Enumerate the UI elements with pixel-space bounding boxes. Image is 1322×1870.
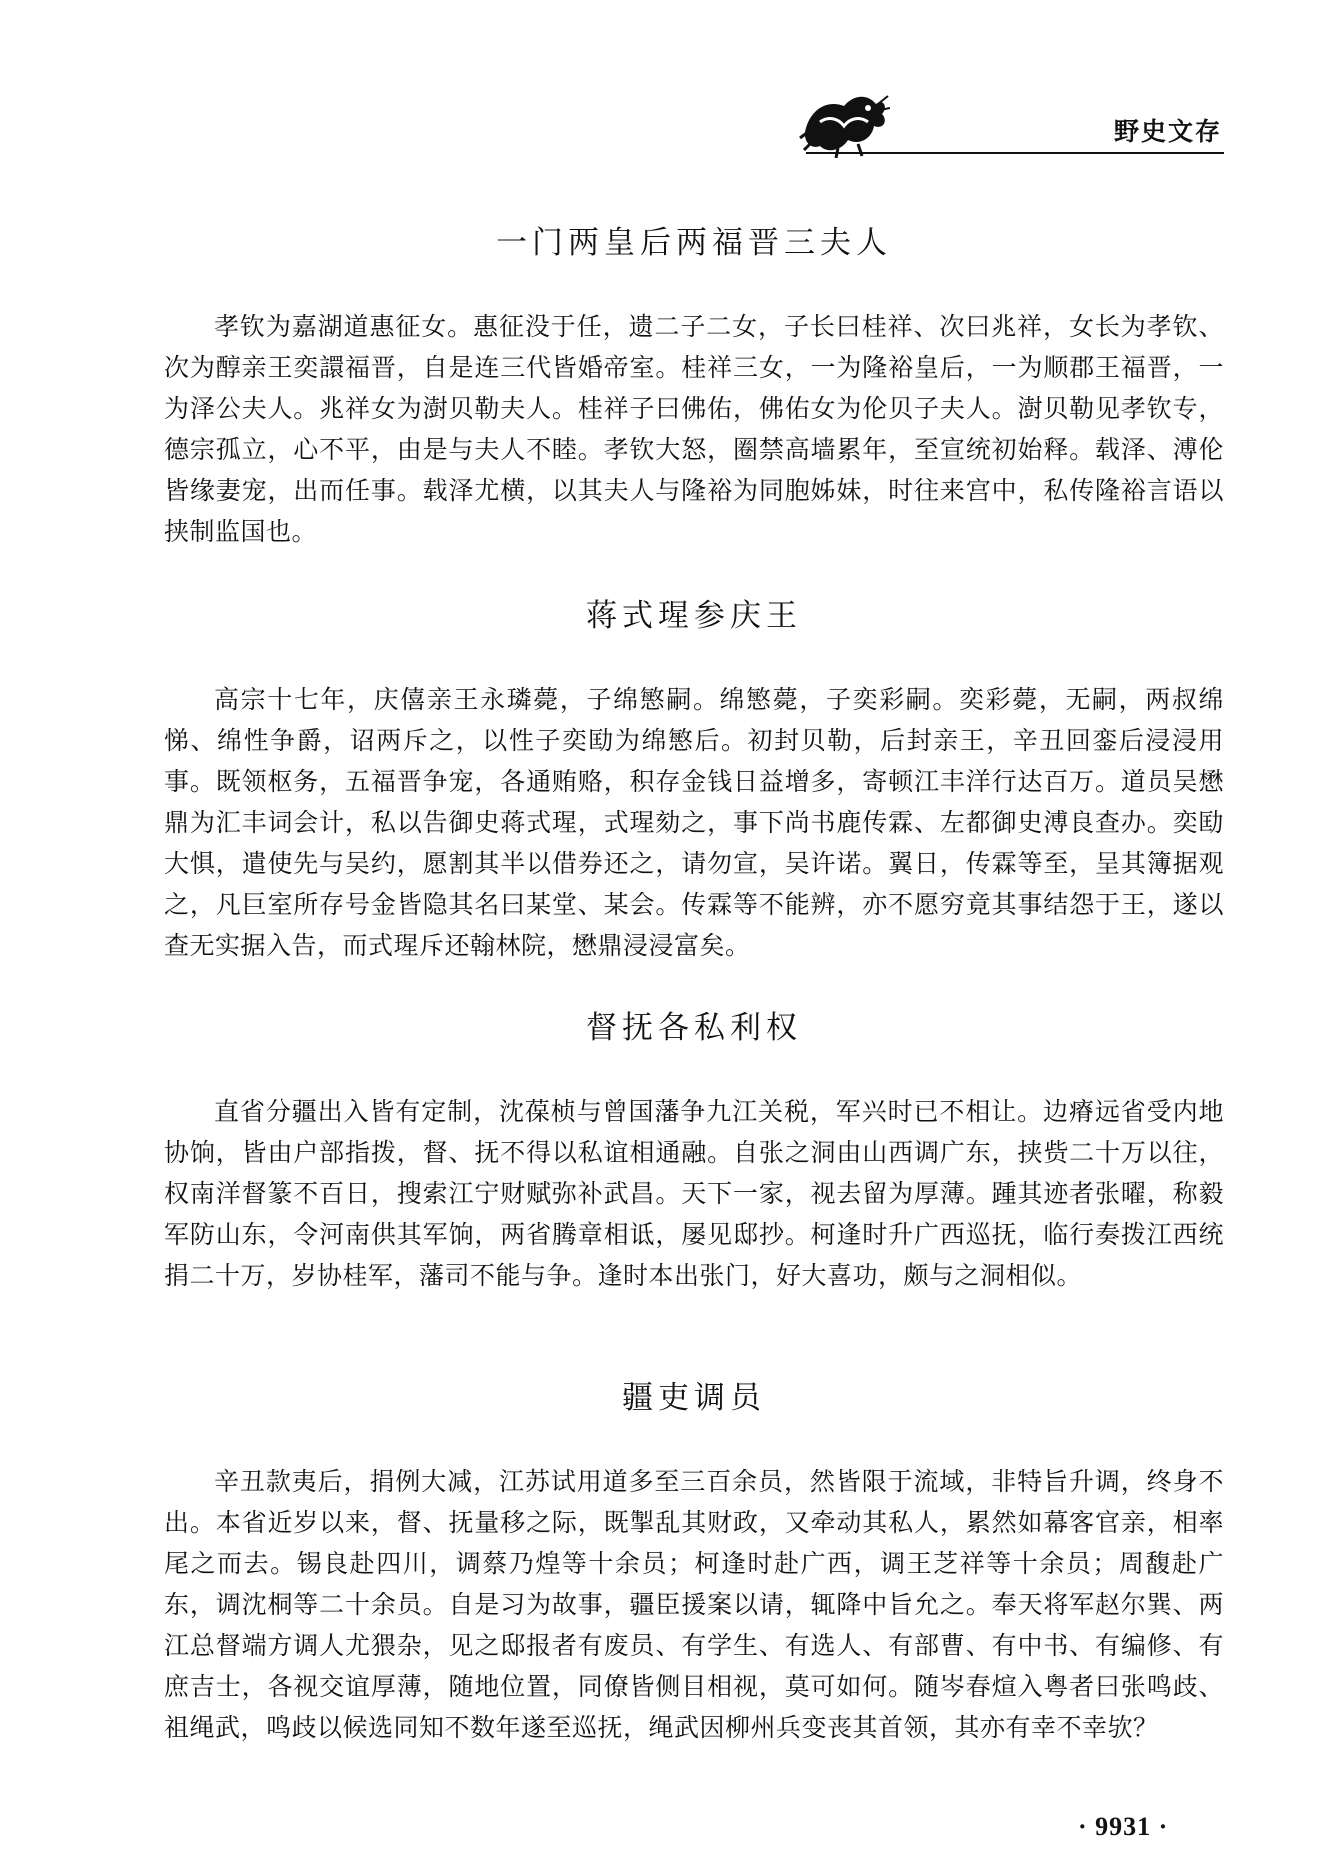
section-body: 辛丑款夷后，捐例大减，江苏试用道多至三百余员，然皆限于流域，非特旨升调，终身不出。本省近岁以来，督、抚量移之际，既掣乱其财政，又牵动其私人，累然如幕客官亲，相率尾之而去。锡良赴四川，调蔡乃煌等十余员；柯逢时赴广西，调王芝祥等十余员；周馥赴广东，调沈桐等二十余员。自是习为故事，疆臣援案以请，辄降中旨允之。奉天将军赵尔巽、两江总督端方调人尤猥杂，见之邸报者有废员、有学生、有选人、有部曹、有中书、有编修、有庶吉士，各视交谊厚薄，随地位置，同僚皆侧目相视，莫可如何。随岑春煊入粤者曰张鸣歧、祖绳武，鸣歧以候选同知不数年遂至巡抚，绳武因柳州兵变丧其首领，其亦有幸不幸欤？ <box>164 1467 1224 1742</box>
page-number: · 9931 · <box>1078 1812 1169 1841</box>
book-title: 野史文存 <box>1114 117 1223 146</box>
section-heading: 督抚各私利权 <box>586 1010 802 1046</box>
section-body: 高宗十七年，庆僖亲王永璘薨，子绵慜嗣。绵慜薨，子奕彩嗣。奕彩薨，无嗣，两叔绵悌、绵性争爵，诏两斥之，以性子奕劻为绵慜后。初封贝勒，后封亲王，辛丑回銮后浸浸用事。既领枢务，五福晋争宠，各通贿赂，积存金钱日益增多，寄顿江丰洋行达百万。道员吴懋鼎为汇丰词会计，私以告御史蒋式瑆，式瑆劾之，事下尚书鹿传霖、左都御史溥良查办。奕劻大惧，遣使先与吴约，愿割其半以借券还之，请勿宣，吴许诺。翼日，传霖等至，呈其簿据观之，凡巨室所存号金皆隐其名曰某堂、某会。传霖等不能辨，亦不愿穷竟其事结怨于王，遂以查无实据入告，而式瑆斥还翰林院，懋鼎浸浸富矣。 <box>164 685 1224 960</box>
section-body: 孝钦为嘉湖道惠征女。惠征没于任，遗二子二女，子长曰桂祥、次曰兆祥，女长为孝钦、次为醇亲王奕譞福晋，自是连三代皆婚帝室。桂祥三女，一为隆裕皇后，一为顺郡王福晋，一为泽公夫人。兆祥女为澍贝勒夫人。桂祥子曰佛佑，佛佑女为伦贝子夫人。澍贝勒见孝钦专，德宗孤立，心不平，由是与夫人不睦。孝钦大怒，圈禁高墙累年，至宣统初始释。载泽、溥伦皆缘妻宠，出而任事。载泽尤横，以其夫人与隆裕为同胞姊妹，时往来宫中，私传隆裕言语以挟制监国也。 <box>164 312 1224 546</box>
section-heading: 蒋式瑆参庆王 <box>586 598 802 634</box>
page-header <box>0 0 1322 170</box>
section-4 <box>164 1372 1224 1748</box>
dragon-emblem-icon <box>798 88 890 158</box>
section-heading: 一门两皇后两福晋三夫人 <box>496 225 892 261</box>
header-rule <box>806 152 1224 154</box>
section-heading: 疆吏调员 <box>622 1380 766 1416</box>
section-3 <box>164 1002 1224 1296</box>
section-2 <box>164 590 1224 966</box>
section-1 <box>164 217 1224 552</box>
section-body: 直省分疆出入皆有定制，沈葆桢与曾国藩争九江关税，军兴时已不相让。边瘠远省受内地协饷，皆由户部指拨，督、抚不得以私谊相通融。自张之洞由山西调广东，挟赀二十万以往，权南洋督篆不百日，搜索江宁财赋弥补武昌。天下一家，视去留为厚薄。踵其迹者张曜，称毅军防山东，令河南供其军饷，两省腾章相诋，屡见邸抄。柯逢时升广西巡抚，临行奏拨江西统捐二十万，岁协桂军，藩司不能与争。逢时本出张门，好大喜功，颇与之洞相似。 <box>164 1097 1224 1290</box>
